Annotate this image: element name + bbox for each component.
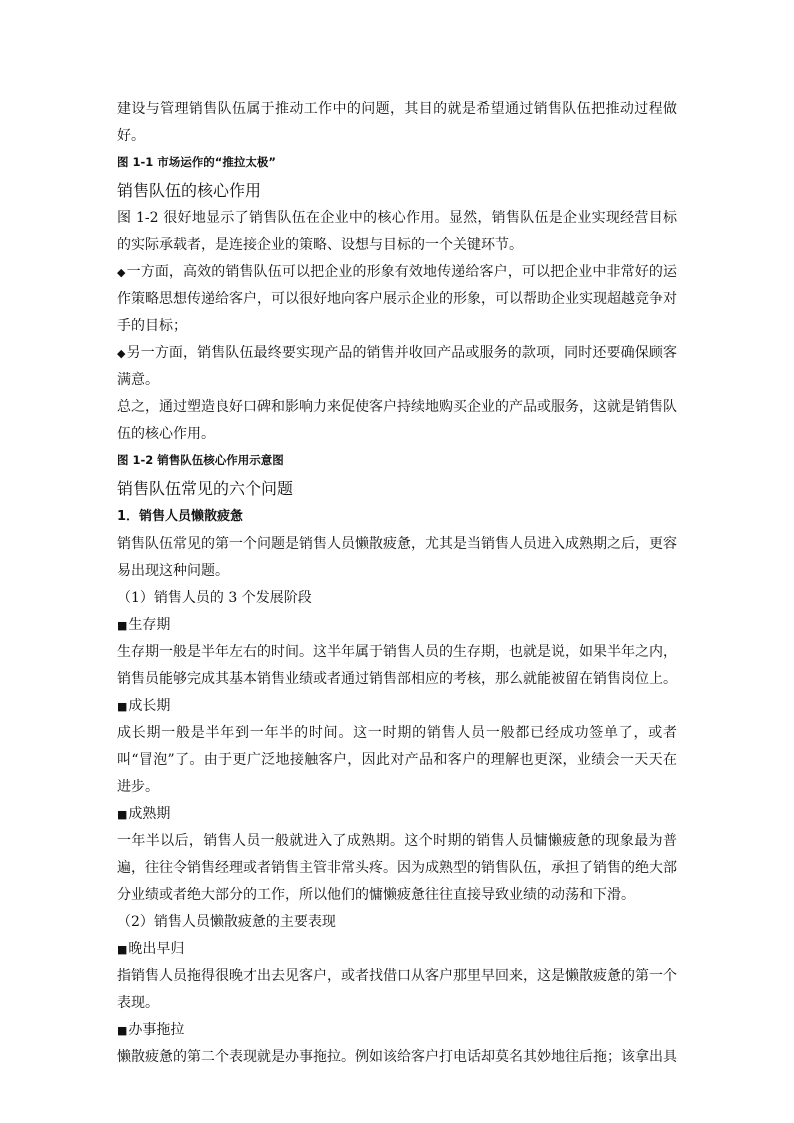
symptom-title: 办事拖拉: [128, 1022, 185, 1038]
stage-mature-text: 一年半以后，销售人员一般就进入了成熟期。这个时期的销售人员慵懒疲惫的现象最为普遍，往往令销售经理或者销售主管非常头疼。因为成熟型的销售队伍，承担了销售的绝大部分业绩或者绝大部分的工作，所以他们的慵懒疲惫往往直接导致业绩的动荡和下滑。: [117, 833, 677, 903]
subsection-title-lazy: 1．销售人员懒散疲惫: [117, 509, 244, 524]
stage-growth-text: 成长期一般是半年到一年半的时间。这一时期的销售人员一般都已经成功签单了，或者叫“冒泡”了。由于更广泛地接触客户，因此对产品和客户的理解也更深，业绩会一天天在进步。: [117, 725, 677, 795]
diamond-bullet-icon: ◆: [117, 266, 126, 279]
stage-survival-heading: [117, 612, 677, 639]
diamond-bullet-icon: ◆: [117, 347, 126, 360]
square-bullet-icon: ■: [117, 808, 128, 821]
symptom-procrastination-heading: [117, 1017, 677, 1044]
figure-1-caption: 图 1-1 市场运作的“推拉太极”: [117, 155, 276, 169]
symptom-procrastination-text: 懒散疲惫的第二个表现就是办事拖拉。例如该给客户打电话却莫名其妙地往后拖；该拿出具: [117, 1049, 677, 1065]
bullet-text: 一方面，高效的销售队伍可以把企业的形象有效地传递给客户，可以把企业中非常好的运作策略思想传递给客户，可以很好地向客户展示企业的形象，可以帮助企业实现超越竞争对手的目标；: [117, 264, 677, 334]
symptom-late-out-text: 指销售人员拖得很晚才出去见客户，或者找借口从客户那里早回来，这是懒散疲惫的第一个表现。: [117, 968, 677, 1011]
core-role-paragraph: 图 1-2 很好地显示了销售队伍在企业中的核心作用。显然，销售队伍是企业实现经营目标的实际承载者，是连接企业的策略、设想与目标的一个关键环节。: [117, 210, 677, 253]
symptom-title: 晚出早归: [128, 941, 185, 957]
figure-2-caption: 图 1-2 销售队伍核心作用示意图: [117, 453, 284, 467]
stage-growth-heading: [117, 693, 677, 720]
stage-title: 生存期: [128, 617, 171, 633]
symptom-late-out-heading: [117, 936, 677, 963]
bullet-item-one-side: [117, 259, 677, 340]
square-bullet-icon: ■: [117, 1024, 128, 1037]
bullet-item-other-side: [117, 340, 677, 394]
stage-title: 成熟期: [128, 806, 171, 822]
document-page: [117, 96, 677, 1071]
square-bullet-icon: ■: [117, 700, 128, 713]
stage-survival-text: 生存期一般是半年左右的时间。这半年属于销售人员的生存期，也就是说，如果半年之内，销售员能够完成其基本销售业绩或者通过销售部相应的考核，那么就能被留在销售岗位上。: [117, 644, 677, 687]
sub-heading-three-stages: （1）销售人员的 3 个发展阶段: [117, 590, 312, 606]
intro-paragraph: 建设与管理销售队伍属于推动工作中的问题，其目的就是希望通过销售队伍把推动过程做好。: [117, 101, 677, 144]
sub-heading-symptoms: （2）销售人员懒散疲惫的主要表现: [117, 914, 336, 930]
square-bullet-icon: ■: [117, 943, 128, 956]
section-title-core-role: 销售队伍的核心作用: [117, 181, 262, 200]
stage-title: 成长期: [128, 698, 171, 714]
bullet-text: 另一方面，销售队伍最终要实现产品的销售并收回产品或服务的款项，同时还要确保顾客满意。: [117, 345, 677, 388]
summary-paragraph: 总之，通过塑造良好口碑和影响力来促使客户持续地购买企业的产品或服务，这就是销售队伍的核心作用。: [117, 399, 677, 442]
stage-mature-heading: [117, 801, 677, 828]
section-title-six-problems: 销售队伍常见的六个问题: [117, 479, 294, 498]
lazy-intro-paragraph: 销售队伍常见的第一个问题是销售人员懒散疲惫，尤其是当销售人员进入成熟期之后，更容易出现这种问题。: [117, 536, 677, 579]
square-bullet-icon: ■: [117, 619, 128, 632]
